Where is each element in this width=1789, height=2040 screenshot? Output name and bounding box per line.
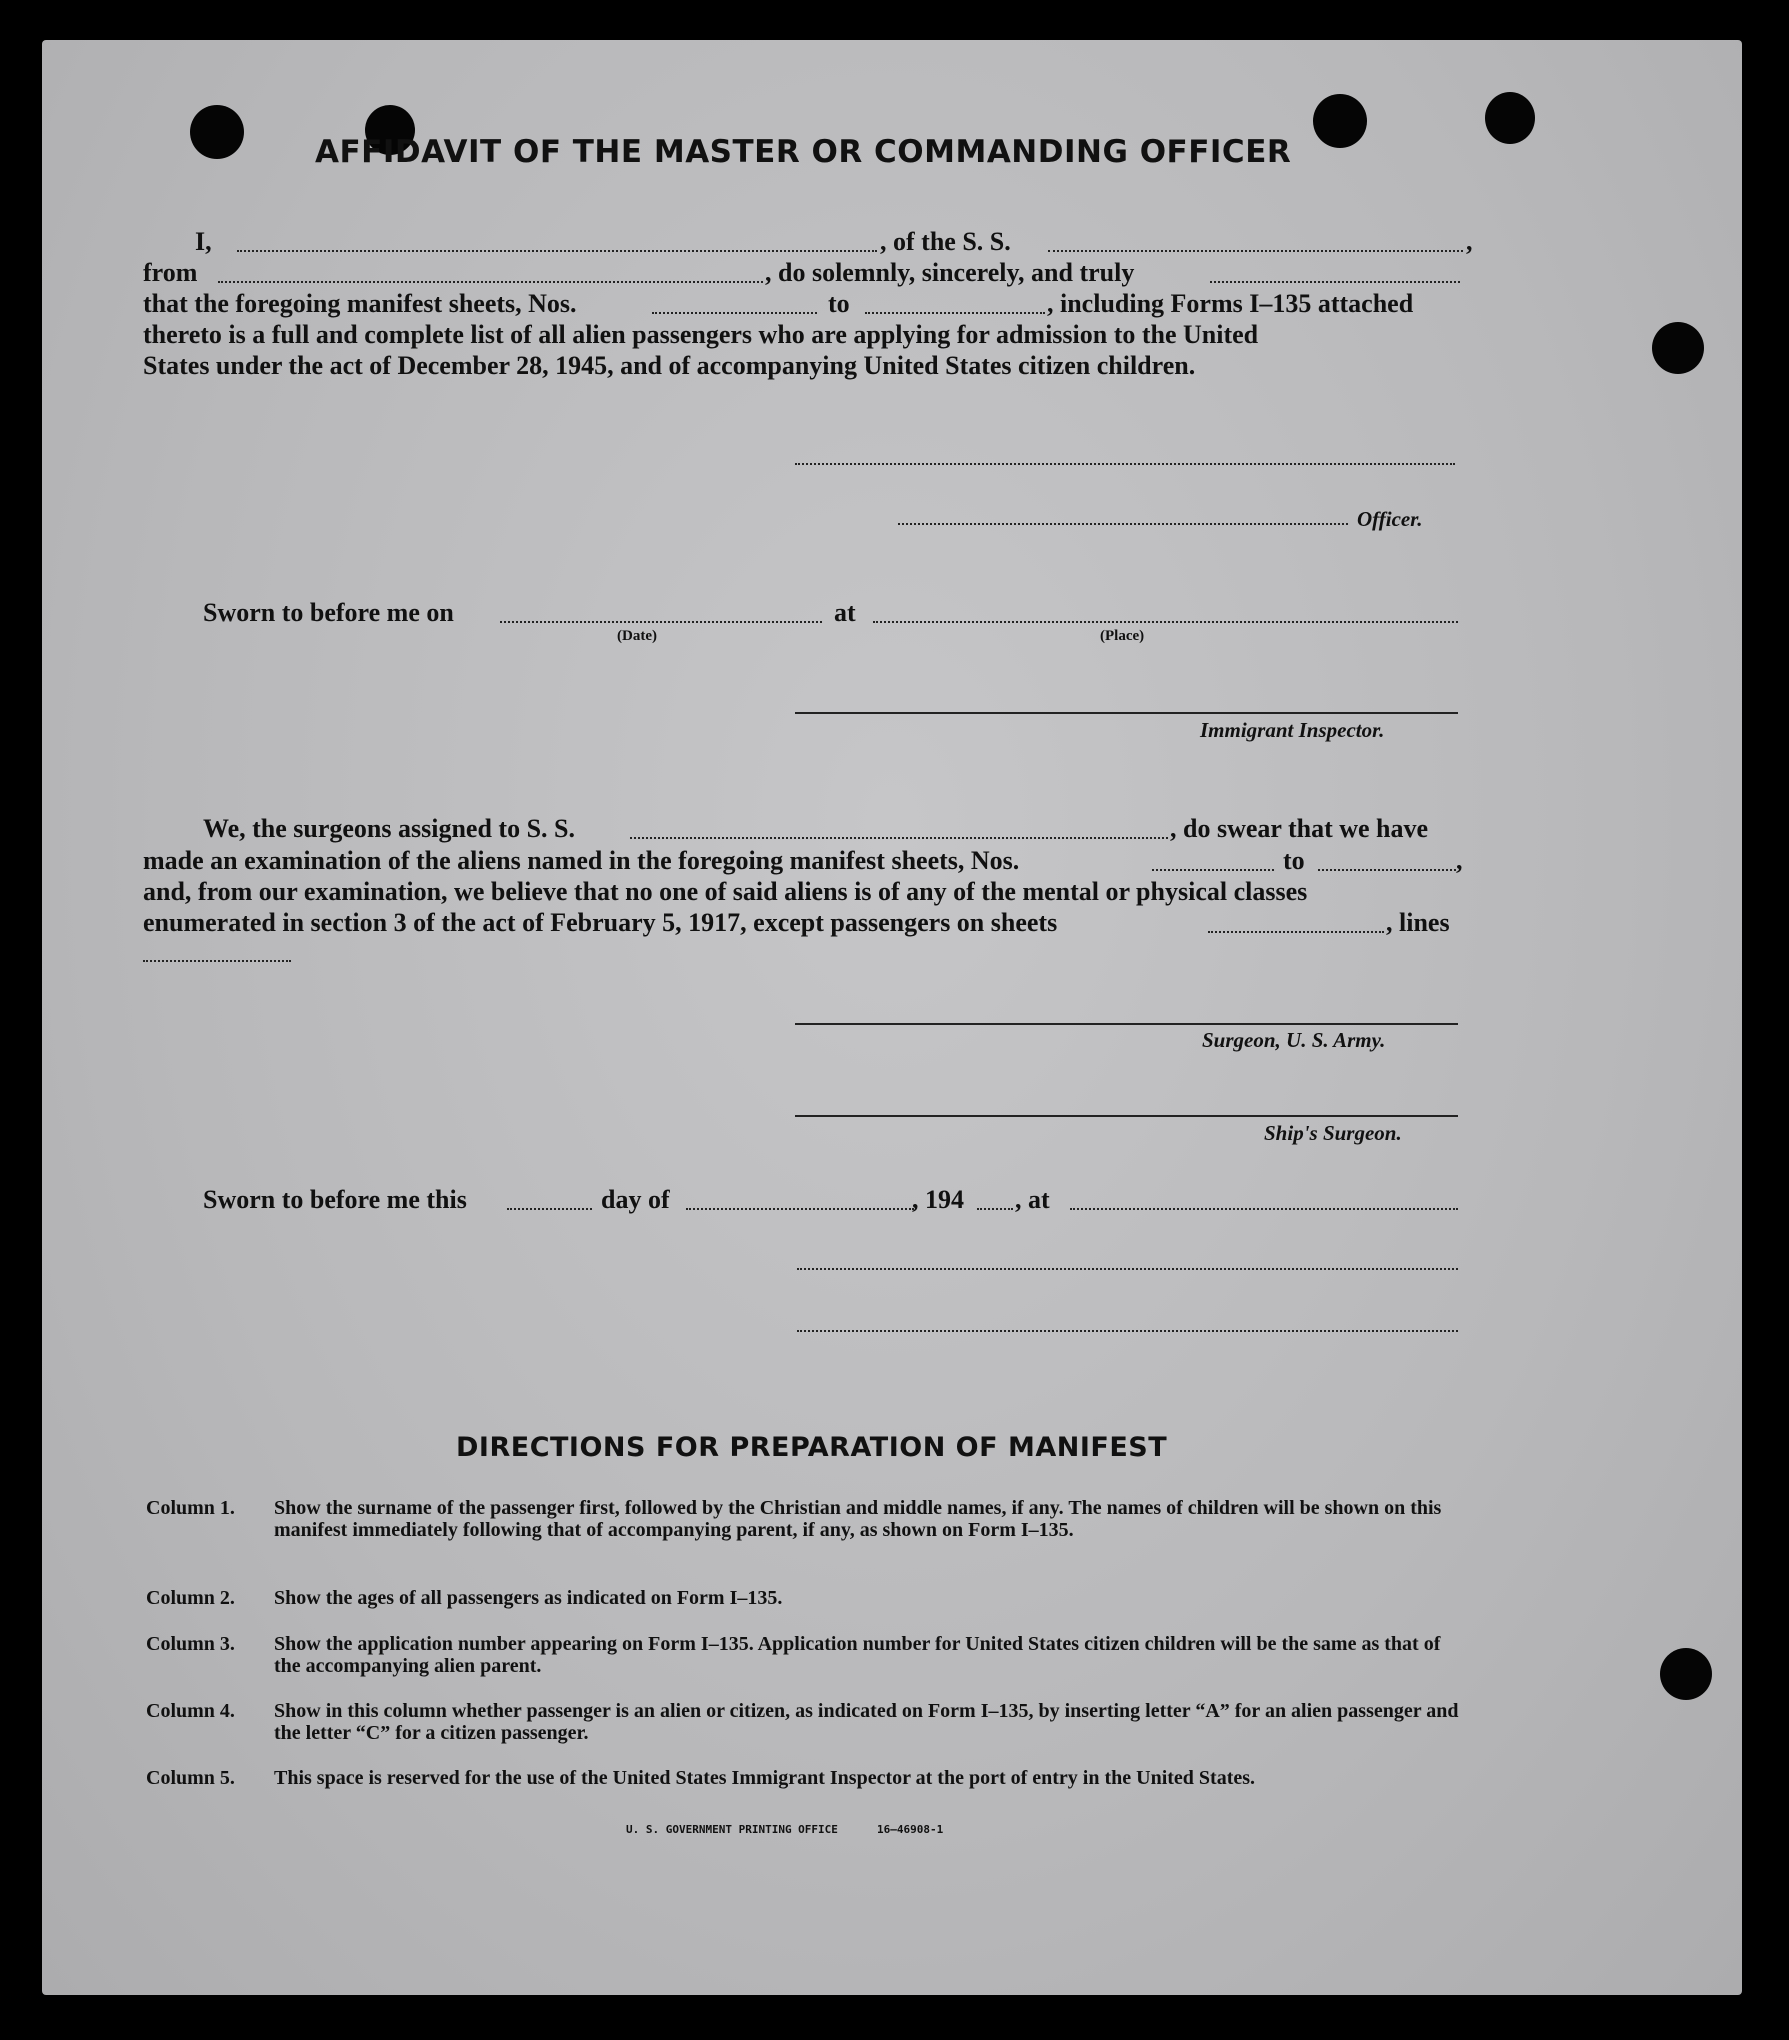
affidavit-manifest-nos: that the foregoing manifest sheets, Nos. [143, 289, 577, 318]
punch-hole [1313, 94, 1367, 148]
sheet-from-field[interactable] [652, 312, 817, 314]
affidavit-solemnly: , do solemnly, sincerely, and truly [765, 258, 1135, 287]
army-surgeon-signature-field[interactable] [795, 1023, 1458, 1025]
affidavit-title: AFFIDAVIT OF THE MASTER OR COMMANDING OFFICER [315, 134, 1292, 170]
affidavit-forms: , including Forms I–135 attached [1047, 289, 1414, 318]
punch-hole [190, 105, 244, 159]
sworn-year-field[interactable] [977, 1208, 1013, 1210]
day-of-text: day of [601, 1185, 670, 1214]
sworn-this-text: Sworn to before me this [203, 1185, 467, 1214]
officer-name-field[interactable] [898, 523, 1348, 525]
column-2-text: Show the ages of all passengers as indicated on Form I–135. [274, 1587, 783, 1609]
punch-hole [1660, 1648, 1712, 1700]
column-3-label: Column 3. [146, 1633, 235, 1655]
oath-field[interactable] [1210, 281, 1460, 283]
surgeons-line1: We, the surgeons assigned to S. S. [203, 814, 575, 843]
column-3-text: Show the application number appearing on Form I–135. Application number for United States citizen children will be the same as that of the accompanying alien parent. [274, 1633, 1441, 1677]
inspector-signature-field[interactable] [795, 712, 1458, 714]
affidavit-i: I, [195, 227, 212, 256]
officer-label: Officer. [1357, 507, 1423, 531]
sworn-at-text: at [834, 598, 856, 627]
surgeons-line3: and, from our examination, we believe that no one of said aliens is of any of the mental or physical classes [143, 877, 1308, 906]
column-5-text: This space is reserved for the use of the United States Immigrant Inspector at the port of entry in the United States. [274, 1767, 1256, 1789]
sworn-on-text: Sworn to before me on [203, 598, 454, 627]
surgeons-to: to [1283, 846, 1305, 875]
directions-title: DIRECTIONS FOR PREPARATION OF MANIFEST [456, 1432, 1168, 1463]
port-from-field[interactable] [218, 281, 763, 283]
surgeons-sheet-from-field[interactable] [1152, 869, 1274, 871]
immigrant-inspector-label: Immigrant Inspector. [1200, 718, 1385, 742]
column-1-text: Show the surname of the passenger first, followed by the Christian and middle names, if any. The names of children will be shown on this manifest immediately following that of accompanying parent, if any, as shown on Form I–135. [274, 1497, 1442, 1541]
column-4-label: Column 4. [146, 1700, 235, 1722]
punch-hole [1485, 92, 1535, 144]
column-2-label: Column 2. [146, 1587, 235, 1609]
sworn-place2-field[interactable] [1070, 1208, 1458, 1210]
sworn-date-field[interactable] [500, 621, 822, 623]
master-signature-field[interactable] [795, 463, 1455, 465]
surgeons-comma: , [1456, 846, 1463, 875]
army-surgeon-label: Surgeon, U. S. Army. [1202, 1028, 1386, 1052]
affidavit-line4: thereto is a full and complete list of all alien passengers who are applying for admission to the United [143, 320, 1259, 349]
affidavit-of-ss: , of the S. S. [880, 227, 1011, 256]
surgeons-line4: enumerated in section 3 of the act of February 5, 1917, except passengers on sheets [143, 908, 1058, 937]
surgeons-line2: made an examination of the aliens named in the foregoing manifest sheets, Nos. [143, 846, 1020, 875]
printing-office-footer: U. S. GOVERNMENT PRINTING OFFICE [626, 1823, 838, 1836]
affidavit-from: from [143, 258, 198, 287]
date-caption: (Date) [617, 628, 657, 644]
column-1-label: Column 1. [146, 1497, 235, 1519]
form-code-footer: 16—46908-1 [877, 1823, 944, 1836]
sheet-to-field[interactable] [865, 312, 1045, 314]
except-sheets-field[interactable] [1208, 931, 1384, 933]
surgeons-ship-field[interactable] [630, 837, 1168, 839]
except-lines-field[interactable] [143, 960, 291, 962]
surgeons-lines: , lines [1386, 908, 1450, 937]
affidavit-line5: States under the act of December 28, 1945, and of accompanying United States citizen children. [143, 351, 1196, 380]
sworn-day-field[interactable] [507, 1208, 592, 1210]
master-name-field[interactable] [237, 250, 877, 252]
place-caption: (Place) [1100, 628, 1145, 644]
punch-hole [1652, 322, 1704, 374]
ships-surgeon-signature-field[interactable] [795, 1115, 1458, 1117]
affidavit-comma: , [1466, 227, 1473, 256]
ship-name-field[interactable] [1048, 250, 1463, 252]
affidavit-to: to [828, 289, 850, 318]
year-text: , 194 [912, 1185, 964, 1214]
surgeons-sheet-to-field[interactable] [1318, 869, 1456, 871]
column-4-text: Show in this column whether passenger is an alien or citizen, as indicated on Form I–135, by inserting letter “A” for an alien passenger and the letter “C” for a citizen passenger. [274, 1700, 1459, 1744]
sworn-title-field[interactable] [797, 1330, 1458, 1332]
sworn-at2-text: , at [1015, 1185, 1050, 1214]
sworn-place-field[interactable] [873, 621, 1458, 623]
column-5-label: Column 5. [146, 1767, 235, 1789]
sworn-signature-field[interactable] [797, 1268, 1458, 1270]
ships-surgeon-label: Ship's Surgeon. [1264, 1121, 1402, 1145]
surgeons-swear: , do swear that we have [1170, 814, 1429, 843]
sworn-month-field[interactable] [686, 1208, 914, 1210]
